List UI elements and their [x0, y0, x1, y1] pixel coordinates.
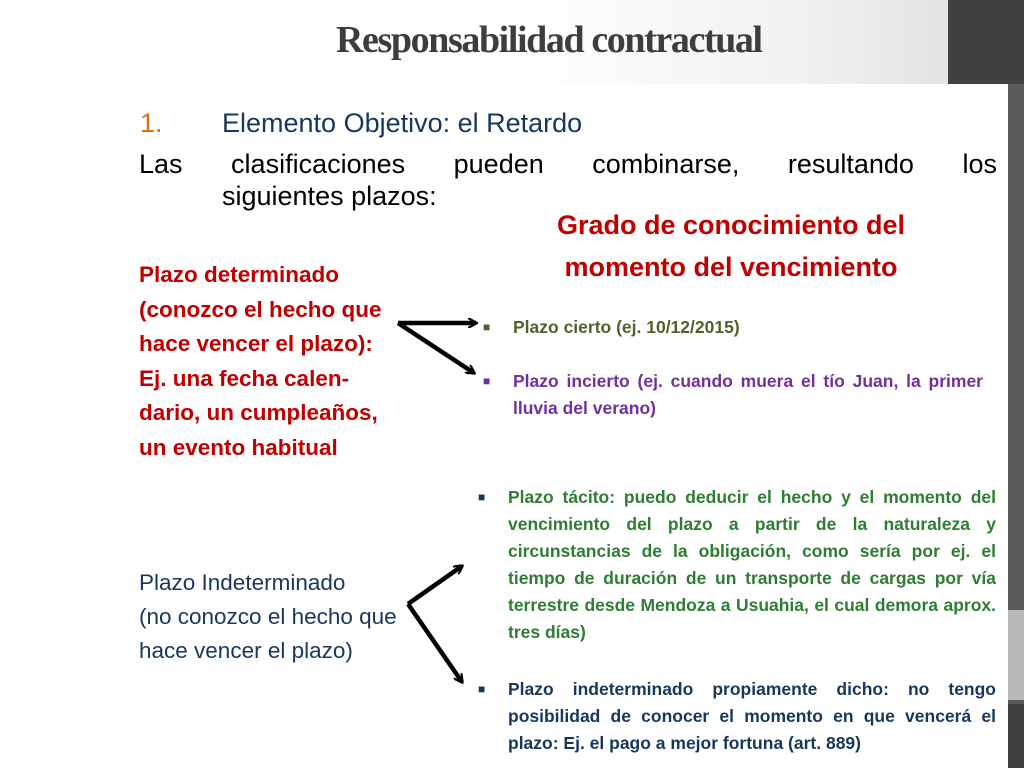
square-bullet-icon: ■: [478, 682, 486, 696]
plazo-determinado-line: un evento habitual: [139, 434, 338, 460]
grado-line-1: Grado de conocimiento del: [556, 210, 906, 240]
heading-text: Elemento Objetivo: el Retardo: [222, 108, 583, 138]
plazo-determinado-line: dario, un cumpleaños,: [139, 400, 378, 425]
plazo-indeterminado-line: Plazo Indeterminado: [139, 570, 346, 595]
intro-paragraph: [139, 148, 997, 212]
square-bullet-icon: ■: [478, 490, 486, 504]
plazo-indeterminado-line: (no conozco el hecho que: [139, 604, 397, 629]
plazo-determinado-line: (conozco el hecho que: [139, 296, 382, 322]
bullet-text: Plazo incierto (ej. cuando muera el tío Juan, la primer lluvia del verano): [513, 371, 983, 418]
bullet-text: Plazo cierto (ej. 10/12/2015): [513, 317, 740, 337]
plazo-determinado-line: hace vencer el plazo):: [139, 331, 373, 356]
intro-line-2: siguientes plazos:: [222, 181, 437, 211]
bullet-plazo-tacito: [478, 484, 996, 646]
intro-line-1: Las clasificaciones pueden combinarse, resultando los: [139, 149, 997, 179]
bullet-text: Plazo tácito: puedo deducir el hecho y el momento del vencimiento del plazo a partir de la naturaleza y circunstancias de la obligación, como sería por ej. el tiempo de duración de un transporte de cargas por vía terrestre desde Mendoza a Usuahia, el cual demora aprox. tres días): [508, 487, 996, 642]
bullet-plazo-incierto: [483, 368, 983, 422]
grado-heading: [506, 204, 956, 288]
plazo-determinado-line: Plazo determinado: [139, 262, 340, 287]
square-bullet-icon: ■: [483, 320, 491, 334]
bullet-text: Plazo indeterminado propiamente dicho: no tengo posibilidad de conocer el momento en que vencerá el plazo: Ej. el pago a mejor fortuna (art. 889): [508, 679, 996, 753]
grado-line-2: momento del vencimiento: [564, 252, 898, 282]
plazo-indeterminado-line: hace vencer el plazo): [139, 638, 353, 663]
plazo-determinado-line: Ej. una fecha calen-: [139, 365, 350, 391]
square-bullet-icon: ■: [483, 374, 491, 388]
plazo-determinado-block: [139, 258, 429, 465]
right-decor-strip-light: [1008, 610, 1024, 700]
heading-number: 1.: [140, 108, 163, 138]
slide-title: Responsabilidad contractual: [336, 19, 762, 61]
bullet-plazo-indeterminado: [478, 676, 996, 757]
plazo-indeterminado-block: [139, 566, 459, 668]
bullet-plazo-cierto: [483, 314, 983, 341]
